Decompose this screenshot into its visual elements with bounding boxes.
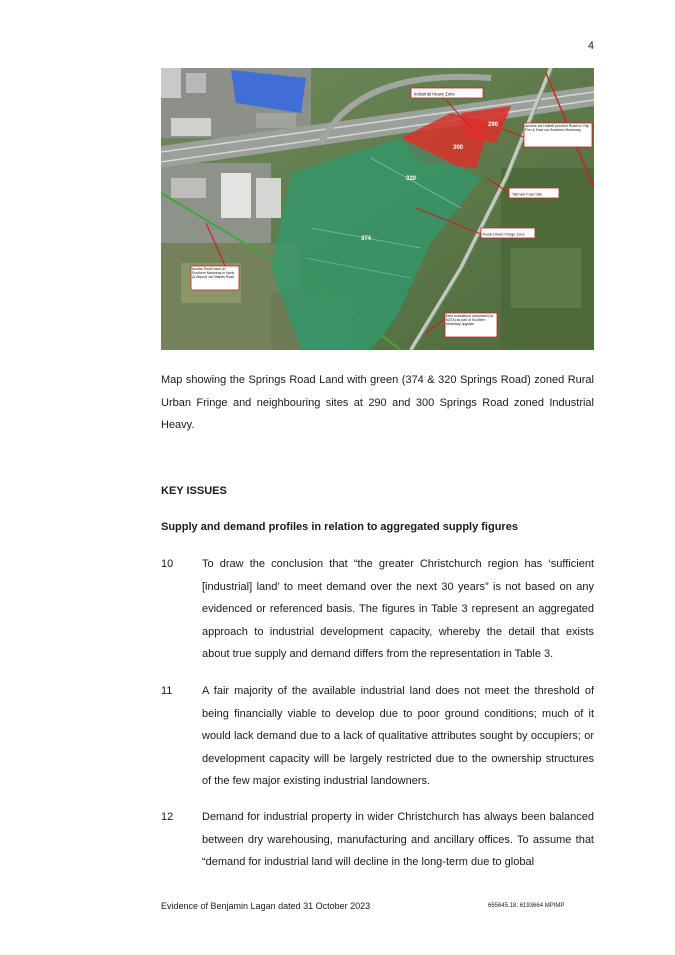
paragraph-11 xyxy=(161,680,594,793)
callout-new-roundabout: New roundabout completed (by NZTA) as part of Southern Motorway upgrade xyxy=(445,313,497,337)
site-label-300: 300 xyxy=(453,145,464,151)
paragraph-number: 10 xyxy=(161,558,174,570)
page-number: 4 xyxy=(587,40,594,52)
paragraph-text: Demand for industrial property in wider Christchurch has always been balanced between dry warehousing, manufacturing and ancillary offices. To assume that “demand for industrial land will decline in the long-term due to global xyxy=(202,811,594,868)
callout-tatman-fuel xyxy=(509,188,559,198)
paragraph-number: 12 xyxy=(161,811,174,823)
callout-industrial-heavy-zone xyxy=(411,88,483,98)
site-label-374: 374 xyxy=(361,236,372,242)
heading-key-issues: KEY ISSUES xyxy=(161,485,227,497)
paragraph-number: 11 xyxy=(161,685,173,697)
paragraph-12 xyxy=(161,806,594,874)
callout-access-south: Access South back on Southern Motorway to North (& Airport) via Shands Road xyxy=(191,266,239,290)
aerial-map xyxy=(161,68,594,350)
site-label-290: 290 xyxy=(488,122,499,128)
callout-rural-urban-fringe xyxy=(481,228,535,238)
paragraph-10 xyxy=(161,553,594,666)
site-label-320: 320 xyxy=(406,176,417,182)
callout-access-halkett: Access via Halkett junction Road to City, Port & East via Southern Motorway xyxy=(524,123,592,147)
paragraph-text: To draw the conclusion that “the greater Christchurch region has ‘sufficient [industrial] land’ to meet demand over the next 30 years” is not based on any evidenced or referenced basis. The figures in Table 3 represent an aggregated approach to industrial development capacity, whereby the detail that exists about true supply and demand differs from the representation in Table 3. xyxy=(202,558,594,660)
footer-right: 665645.18: 6193664 MPIMP xyxy=(488,903,565,909)
map-caption: Map showing the Springs Road Land with green (374 & 320 Springs Road) zoned Rural Urban Fringe and neighbouring sites at 290 and 300 Springs Road zoned Industrial Heavy. xyxy=(161,374,594,431)
svg-text:Tatman Fuel Site: Tatman Fuel Site xyxy=(512,191,543,197)
footer-left: Evidence of Benjamin Lagan dated 31 October 2023 xyxy=(161,901,371,911)
heading-supply-demand: Supply and demand profiles in relation to aggregated supply figures xyxy=(161,521,518,533)
svg-text:Industrial Heavy Zone: Industrial Heavy Zone xyxy=(414,91,455,97)
svg-text:Rural Urban Fringe zone: Rural Urban Fringe zone xyxy=(483,232,525,237)
paragraph-text: A fair majority of the available industrial land does not meet the threshold of being financially viable to develop due to poor ground conditions; much of it would lack demand due to a lack of qualitative attributes sought by occupiers; or development capacity will be largely restricted due to the ownership structures of the few major existing industrial landowners. xyxy=(202,685,594,787)
